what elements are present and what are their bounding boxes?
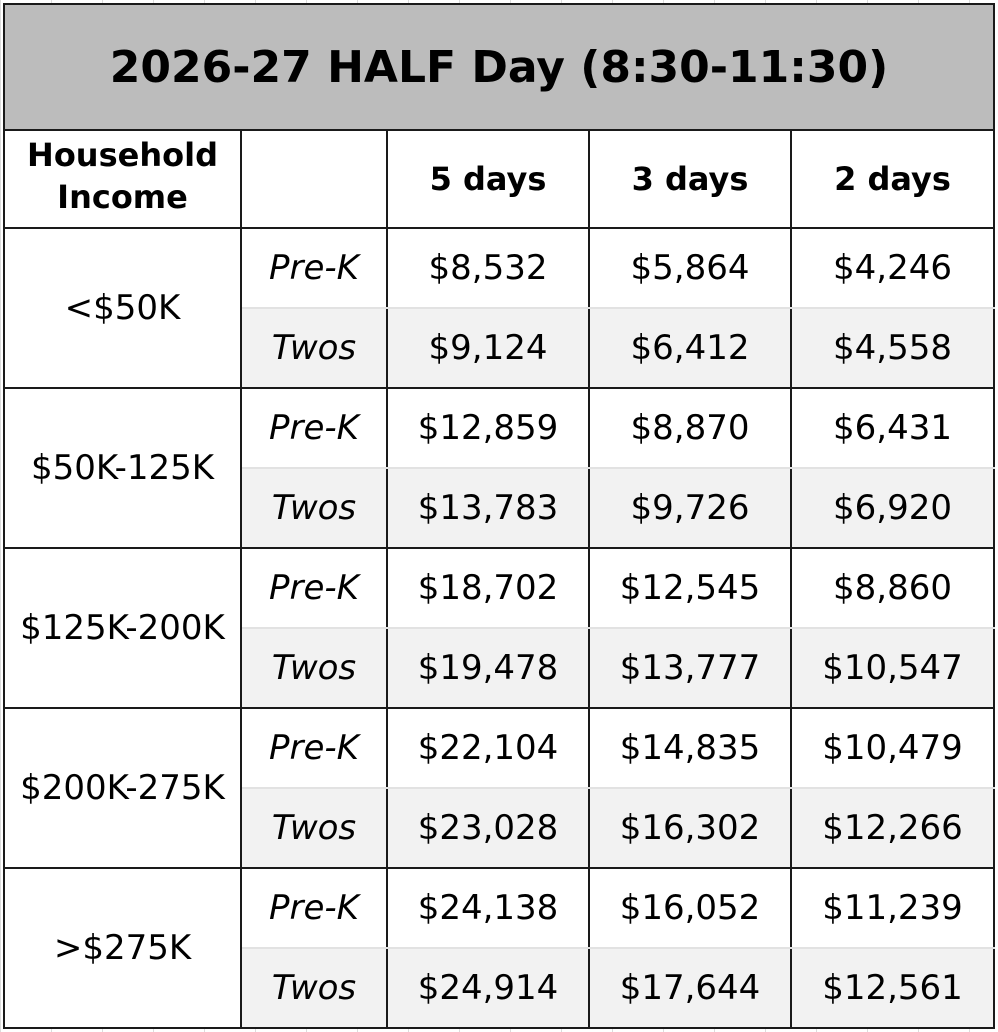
price-cell[interactable]: $24,138 — [387, 868, 589, 948]
price-cell[interactable]: $12,266 — [791, 788, 994, 868]
price-cell[interactable]: $9,726 — [589, 468, 791, 548]
income-bracket[interactable]: $125K-200K — [4, 548, 241, 708]
program-label[interactable]: Twos — [241, 468, 387, 548]
price-cell[interactable]: $12,561 — [791, 948, 994, 1028]
price-cell[interactable]: $14,835 — [589, 708, 791, 788]
price-cell[interactable]: $16,302 — [589, 788, 791, 868]
header-5-days[interactable]: 5 days — [387, 130, 589, 228]
price-cell[interactable]: $22,104 — [387, 708, 589, 788]
income-bracket[interactable]: $50K-125K — [4, 388, 241, 548]
program-label[interactable]: Pre-K — [241, 228, 387, 308]
price-cell[interactable]: $16,052 — [589, 868, 791, 948]
tuition-table — [3, 3, 995, 1029]
table-row — [4, 388, 994, 468]
income-bracket[interactable]: $200K-275K — [4, 708, 241, 868]
price-cell[interactable]: $11,239 — [791, 868, 994, 948]
program-label[interactable]: Pre-K — [241, 388, 387, 468]
price-cell[interactable]: $8,860 — [791, 548, 994, 628]
price-cell[interactable]: $17,644 — [589, 948, 791, 1028]
program-label[interactable]: Twos — [241, 628, 387, 708]
price-cell[interactable]: $6,431 — [791, 388, 994, 468]
price-cell[interactable]: $12,859 — [387, 388, 589, 468]
income-bracket[interactable]: >$275K — [4, 868, 241, 1028]
price-cell[interactable]: $18,702 — [387, 548, 589, 628]
table-row — [4, 548, 994, 628]
header-income-label: Household Income — [27, 136, 218, 216]
price-cell[interactable]: $9,124 — [387, 308, 589, 388]
header-3-days[interactable]: 3 days — [589, 130, 791, 228]
price-cell[interactable]: $4,246 — [791, 228, 994, 308]
price-cell[interactable]: $13,783 — [387, 468, 589, 548]
price-cell[interactable]: $5,864 — [589, 228, 791, 308]
price-cell[interactable]: $6,412 — [589, 308, 791, 388]
program-label[interactable]: Twos — [241, 308, 387, 388]
price-cell[interactable]: $6,920 — [791, 468, 994, 548]
price-cell[interactable]: $24,914 — [387, 948, 589, 1028]
income-bracket[interactable]: <$50K — [4, 228, 241, 388]
table-row — [4, 708, 994, 788]
price-cell[interactable]: $8,870 — [589, 388, 791, 468]
header-household-income[interactable] — [4, 130, 241, 228]
table-row — [4, 868, 994, 948]
price-cell[interactable]: $8,532 — [387, 228, 589, 308]
price-cell[interactable]: $4,558 — [791, 308, 994, 388]
program-label[interactable]: Pre-K — [241, 708, 387, 788]
header-2-days[interactable]: 2 days — [791, 130, 994, 228]
program-label[interactable]: Pre-K — [241, 548, 387, 628]
price-cell[interactable]: $13,777 — [589, 628, 791, 708]
price-cell[interactable]: $10,479 — [791, 708, 994, 788]
price-cell[interactable]: $23,028 — [387, 788, 589, 868]
program-label[interactable]: Twos — [241, 788, 387, 868]
table-title[interactable]: 2026-27 HALF Day (8:30-11:30) — [4, 4, 994, 130]
price-cell[interactable]: $12,545 — [589, 548, 791, 628]
header-program[interactable] — [241, 130, 387, 228]
table-row — [4, 228, 994, 308]
program-label[interactable]: Twos — [241, 948, 387, 1028]
price-cell[interactable]: $19,478 — [387, 628, 589, 708]
program-label[interactable]: Pre-K — [241, 868, 387, 948]
price-cell[interactable]: $10,547 — [791, 628, 994, 708]
